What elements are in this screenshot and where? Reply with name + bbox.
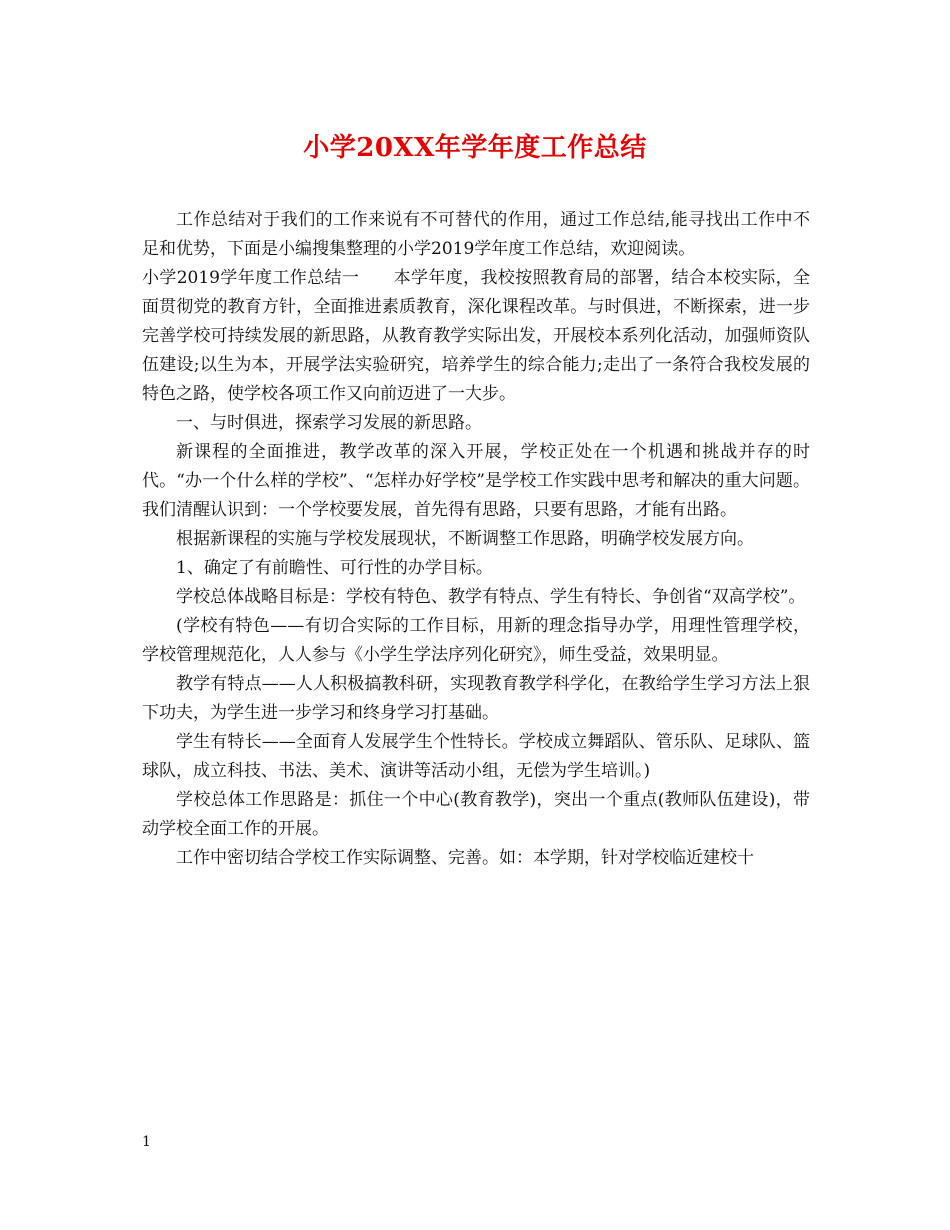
paragraph: 工作总结对于我们的工作来说有不可替代的作用，通过工作总结,能寻找出工作中不足和优势，下面是小编搜集整理的小学2019学年度工作总结，欢迎阅读。 (142, 210, 810, 259)
paragraph: 学校总体战略目标是：学校有特色、教学有特点、学生有特长、争创省“双高学校”。 (176, 587, 806, 607)
paragraph: 一、与时俱进，探索学习发展的新思路。 (176, 413, 482, 433)
paragraph (142, 264, 810, 409)
document-body (142, 206, 810, 873)
paragraph: 工作中密切结合学校工作实际调整、完善。如：本学期，针对学校临近建校十 (176, 848, 754, 868)
paragraph: 教学有特点——人人积极搞教科研，实现教育教学科学化，在教给学生学习方法上狠下功夫，为学生进一步学习和终身学习打基础。 (142, 674, 810, 723)
paragraph: 根据新课程的实施与学校发展现状，不断调整工作思路，明确学校发展方向。 (176, 529, 754, 549)
paragraph: (学校有特色——有切合实际的工作目标，用新的理念指导办学，用理性管理学校，学校管理规范化，人人参与《小学生学法序列化研究》，师生受益，效果明显。 (142, 616, 810, 665)
paragraph: 学校总体工作思路是：抓住一个中心(教育教学)，突出一个重点(教师队伍建设)，带动学校全面工作的开展。 (142, 790, 810, 839)
paragraph: 新课程的全面推进，教学改革的深入开展，学校正处在一个机遇和挑战并存的时代。“办一个什么样的学校”、“怎样办好学校”是学校工作实践中思考和解决的重大问题。我们清醒认识到：一个学校要发展，首先得有思路，只要有思路，才能有出路。 (142, 442, 810, 520)
paragraph-text: 本学年度，我校按照教育局的部署，结合本校实际，全面贯彻党的教育方针，全面推进素质教育，深化课程改革。与时俱进，不断探索，进一步完善学校可持续发展的新思路，从教育教学实际出发，开展校本系列化活动，加强师资队伍建设;以生为本，开展学法实验研究，培养学生的综合能力;走出了一条符合我校发展的特色之路，使学校各项工作又向前迈进了一大步。 (142, 268, 810, 404)
document-title: 小学20XX年学年度工作总结 (303, 133, 647, 163)
section-heading: 小学2019学年度工作总结一 (142, 268, 360, 288)
paragraph: 1、确定了有前瞻性、可行性的办学目标。 (176, 558, 493, 578)
paragraph: 学生有特长——全面育人发展学生个性特长。学校成立舞蹈队、管乐队、足球队、篮球队，成立科技、书法、美术、演讲等活动小组，无偿为学生培训。) (142, 732, 810, 781)
page-number: 1 (142, 1134, 151, 1150)
